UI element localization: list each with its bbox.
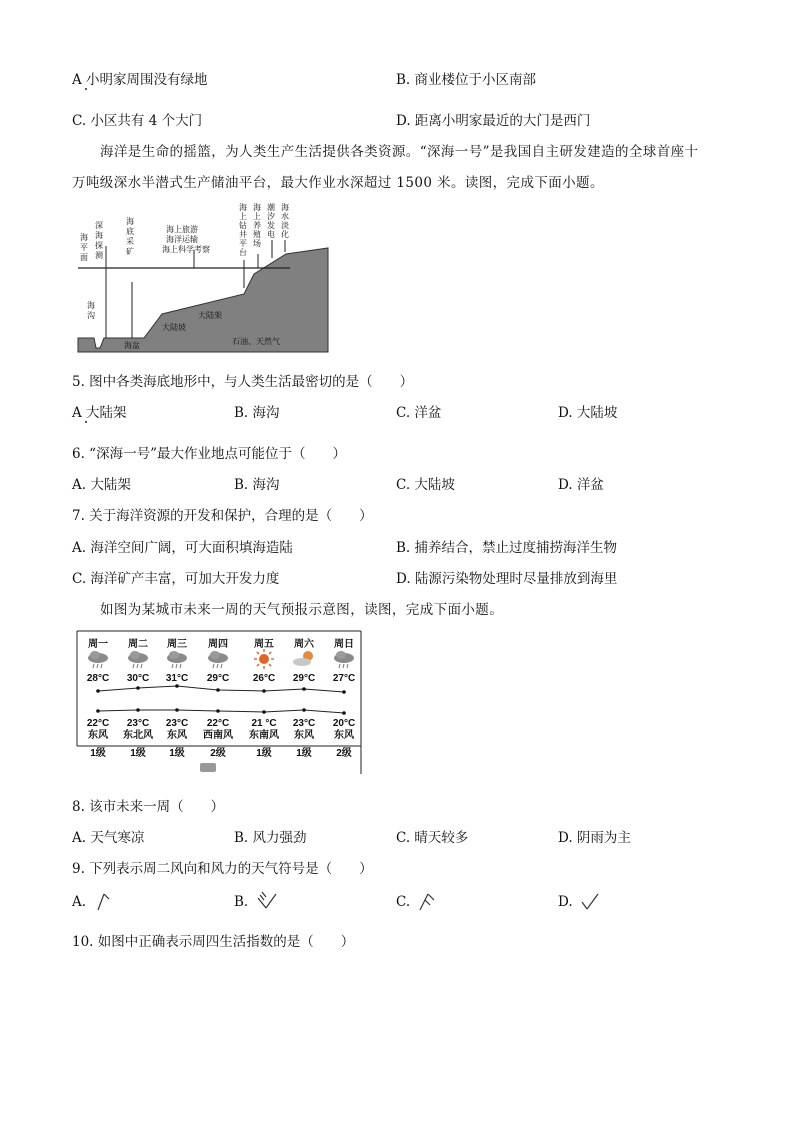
q5-option-b: B. 海沟 bbox=[234, 405, 280, 421]
high-temp-point bbox=[342, 690, 346, 694]
trench-label: 海 bbox=[87, 301, 95, 310]
ocean-activities-label-1: 海上旅游 bbox=[166, 225, 198, 234]
q8-stem: 8. 该市未来一周（ ） bbox=[72, 799, 225, 815]
q8-option-c: C. 晴天较多 bbox=[396, 830, 469, 846]
prev-option-d: D. 距离小明家最近的大门是西门 bbox=[396, 113, 591, 129]
low-temp: 23°C bbox=[292, 718, 316, 729]
svg-text:电: 电 bbox=[267, 230, 275, 239]
emphasis-dot bbox=[85, 88, 87, 90]
high-temp: 31°C bbox=[165, 673, 189, 684]
high-temp-point bbox=[302, 687, 306, 691]
ocean-activities-label-2: 海洋运输 bbox=[166, 235, 198, 244]
day-name: 周三 bbox=[167, 639, 187, 650]
q9-option-b: B. bbox=[234, 894, 249, 910]
svg-text:发: 发 bbox=[267, 221, 275, 230]
wind-direction: 东风 bbox=[88, 730, 108, 741]
high-temp: 29°C bbox=[206, 673, 230, 684]
high-temp-point bbox=[262, 689, 266, 693]
prev-option-a: A 小明家周围没有绿地 bbox=[72, 72, 208, 88]
high-temp-point bbox=[216, 688, 220, 692]
q5-option-a: A 大陆架 bbox=[72, 405, 127, 421]
svg-text:沟: 沟 bbox=[87, 311, 95, 320]
svg-text:水: 水 bbox=[281, 212, 289, 221]
low-temp-point bbox=[96, 709, 100, 713]
wind-level: 1级 bbox=[90, 748, 106, 759]
q7-option-b: B. 捕养结合，禁止过度捕捞海洋生物 bbox=[396, 540, 618, 556]
svg-text:平: 平 bbox=[239, 239, 247, 248]
sun-icon bbox=[254, 649, 274, 669]
svg-text:采: 采 bbox=[126, 237, 134, 246]
prev-option-c: C. 小区共有 4 个大门 bbox=[72, 113, 203, 129]
svg-text:测: 测 bbox=[95, 251, 103, 260]
day-name: 周六 bbox=[294, 639, 314, 650]
svg-text:汐: 汐 bbox=[267, 212, 275, 221]
wind-level: 1级 bbox=[256, 748, 272, 759]
day-name: 周四 bbox=[208, 639, 228, 650]
weather-intro: 如图为某城市未来一周的天气预报示意图，读图，完成下面小题。 bbox=[100, 602, 504, 618]
wind-level: 1级 bbox=[296, 748, 312, 759]
low-temp-point bbox=[216, 709, 220, 713]
seafloor-terrain bbox=[78, 248, 328, 352]
desalination-label: 海 bbox=[281, 203, 289, 212]
low-temp-point bbox=[262, 710, 266, 714]
ocean-activities-label-3: 海上科学考察 bbox=[162, 245, 210, 254]
svg-text:探: 探 bbox=[95, 241, 103, 250]
q7-stem: 7. 关于海洋资源的开发和保护，合理的是（ ） bbox=[72, 508, 373, 524]
svg-text:钻: 钻 bbox=[239, 221, 247, 230]
q6-option-c: C. 大陆坡 bbox=[396, 477, 455, 493]
oil-gas-label: 石油、天然气 bbox=[232, 337, 280, 346]
high-temp: 27°C bbox=[332, 673, 356, 684]
q6-option-a: A. 大陆架 bbox=[72, 477, 131, 493]
low-temp: 22°C bbox=[86, 718, 110, 729]
svg-text:海: 海 bbox=[95, 231, 103, 240]
low-temp-point bbox=[342, 711, 346, 715]
q6-option-d: D. 洋盆 bbox=[558, 477, 604, 493]
svg-text:台: 台 bbox=[239, 248, 247, 257]
q8-option-b: B. 风力强劲 bbox=[234, 830, 307, 846]
high-temp-point bbox=[175, 684, 179, 688]
svg-text:上: 上 bbox=[253, 212, 261, 221]
q6-stem: 6. “深海一号”最大作业地点可能位于（ ） bbox=[72, 446, 346, 462]
q9-stem: 9. 下列表示周二风向和风力的天气符号是（ ） bbox=[72, 861, 373, 877]
q7-option-c: C. 海洋矿产丰富，可加大开发力度 bbox=[72, 571, 280, 587]
q8-option-d: D. 阴雨为主 bbox=[558, 830, 631, 846]
emphasis-dot bbox=[85, 421, 87, 423]
prev-option-b: B. 商业楼位于小区南部 bbox=[396, 72, 537, 88]
ocean-basin-label: 海盆 bbox=[124, 341, 140, 350]
svg-text:上: 上 bbox=[239, 212, 247, 221]
day-name: 周五 bbox=[254, 639, 274, 650]
svg-text:殖: 殖 bbox=[253, 230, 261, 239]
wind-direction: 西南风 bbox=[203, 730, 233, 741]
wind-level: 1级 bbox=[130, 748, 146, 759]
day-name: 周一 bbox=[88, 639, 108, 650]
sea-level-label: 海 bbox=[80, 233, 88, 242]
high-temp-point bbox=[136, 686, 140, 690]
wind-direction: 东北风 bbox=[123, 730, 153, 741]
svg-text:场: 场 bbox=[253, 239, 261, 248]
day-name: 周日 bbox=[334, 639, 354, 650]
wind-symbol-b-icon bbox=[254, 888, 280, 912]
q7-option-a: A. 海洋空间广阔，可大面积填海造陆 bbox=[72, 540, 293, 556]
wind-direction: 东风 bbox=[334, 730, 354, 741]
drilling-platform-label: 海 bbox=[239, 203, 247, 212]
continental-slope-label: 大陆坡 bbox=[162, 323, 186, 332]
svg-text:矿: 矿 bbox=[126, 247, 134, 256]
high-temp-point bbox=[96, 689, 100, 693]
wind-level: 1级 bbox=[169, 748, 185, 759]
wind-symbol-c-icon bbox=[416, 890, 440, 912]
weather-forecast-diagram bbox=[76, 630, 364, 776]
svg-text:面: 面 bbox=[80, 253, 88, 262]
q6-option-b: B. 海沟 bbox=[234, 477, 280, 493]
ocean-floor-diagram bbox=[76, 198, 338, 356]
smudge-mark bbox=[200, 763, 216, 772]
ocean-intro-line1: 海洋是生命的摇篮，为人类生产生活提供各类资源。“深海一号”是我国自主研发建造的全球首座十 bbox=[100, 144, 699, 160]
svg-text:井: 井 bbox=[239, 230, 247, 239]
low-temp-point bbox=[136, 708, 140, 712]
low-temp: 23°C bbox=[165, 718, 189, 729]
wind-level: 2级 bbox=[336, 748, 352, 759]
svg-text:淡: 淡 bbox=[281, 221, 289, 230]
q9-option-d: D. bbox=[558, 894, 573, 910]
svg-text:平: 平 bbox=[80, 243, 88, 252]
low-temp-point bbox=[175, 708, 179, 712]
q7-option-d: D. 陆源污染物处理时尽量排放到海里 bbox=[396, 571, 618, 587]
wind-direction: 东风 bbox=[294, 730, 314, 741]
svg-text:底: 底 bbox=[126, 227, 134, 236]
high-temp: 30°C bbox=[126, 673, 150, 684]
q10-stem: 10. 如图中正确表示周四生活指数的是（ ） bbox=[72, 934, 355, 950]
q5-option-d: D. 大陆坡 bbox=[558, 405, 618, 421]
svg-text:养: 养 bbox=[253, 221, 261, 230]
tidal-power-label: 潮 bbox=[267, 203, 275, 212]
wind-direction: 东风 bbox=[167, 730, 187, 741]
high-temp: 28°C bbox=[86, 673, 110, 684]
svg-text:化: 化 bbox=[281, 230, 289, 239]
low-temp: 21 °C bbox=[251, 718, 277, 729]
marine-farm-label: 海 bbox=[253, 203, 261, 212]
low-temp: 22°C bbox=[206, 718, 230, 729]
wind-symbol-d-icon bbox=[578, 890, 602, 912]
day-name: 周二 bbox=[128, 639, 148, 650]
low-temp: 20°C bbox=[332, 718, 356, 729]
high-temp: 26°C bbox=[252, 673, 276, 684]
q8-option-a: A. 天气寒凉 bbox=[72, 830, 145, 846]
q5-option-c: C. 洋盆 bbox=[396, 405, 442, 421]
wind-direction: 东南风 bbox=[249, 730, 279, 741]
deep-sea-probe-label: 深 bbox=[95, 221, 103, 230]
q9-option-c: C. bbox=[396, 894, 411, 910]
q5-stem: 5. 图中各类海底地形中，与人类生活最密切的是（ ） bbox=[72, 374, 414, 390]
seabed-mining-label: 海 bbox=[126, 217, 134, 226]
ocean-intro-line2: 万吨级深水半潜式生产储油平台，最大作业水深超过 1500 米。读图，完成下面小题。 bbox=[72, 175, 604, 191]
wind-level: 2级 bbox=[210, 748, 226, 759]
low-temp-point bbox=[302, 708, 306, 712]
wind-symbol-a-icon bbox=[94, 890, 116, 912]
low-temp: 23°C bbox=[126, 718, 150, 729]
high-temp: 29°C bbox=[292, 673, 316, 684]
q9-option-a: A. bbox=[72, 894, 87, 910]
continental-shelf-label: 大陆架 bbox=[198, 311, 222, 320]
